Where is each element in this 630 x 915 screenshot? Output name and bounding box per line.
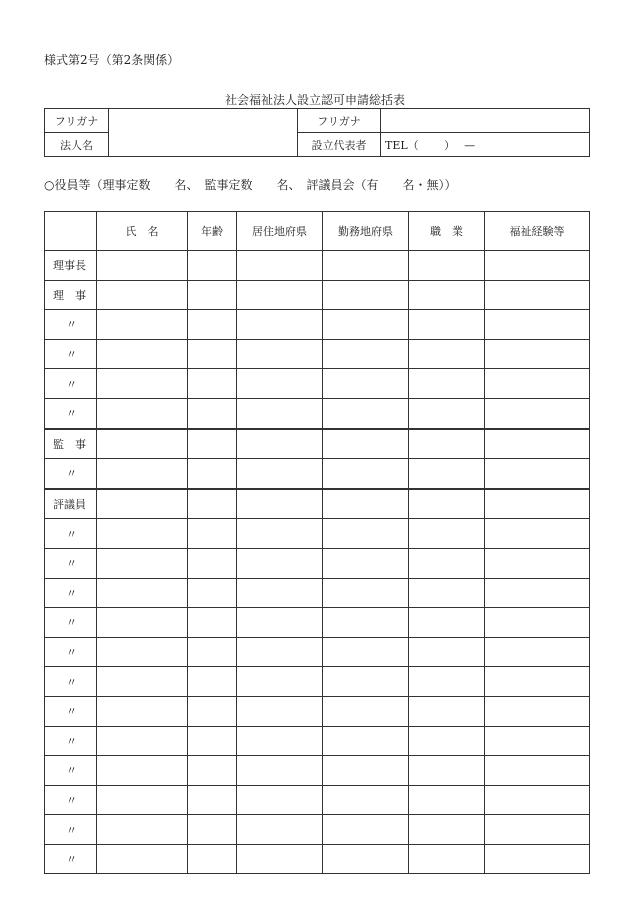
officer-row <box>45 398 590 428</box>
workplace-cell[interactable] <box>323 785 409 815</box>
document-title: 社会福祉法人設立認可申請総括表 <box>224 93 405 107</box>
welfare-experience-cell[interactable] <box>485 310 590 340</box>
name-cell[interactable] <box>97 726 188 756</box>
occupation-cell[interactable] <box>409 280 485 310</box>
welfare-experience-cell[interactable] <box>485 548 590 578</box>
occupation-cell[interactable] <box>409 756 485 786</box>
residence-cell[interactable] <box>237 726 323 756</box>
name-cell[interactable] <box>97 459 188 489</box>
residence-cell[interactable] <box>237 637 323 667</box>
residence-cell[interactable] <box>237 310 323 340</box>
age-cell[interactable] <box>188 726 237 756</box>
age-cell[interactable] <box>188 369 237 399</box>
officer-role-label: 〃 <box>45 696 97 726</box>
welfare-experience-cell[interactable] <box>485 637 590 667</box>
occupation-cell[interactable] <box>409 339 485 369</box>
workplace-cell[interactable] <box>323 459 409 489</box>
age-cell[interactable] <box>188 251 237 281</box>
name-cell[interactable] <box>97 696 188 726</box>
welfare-experience-cell[interactable] <box>485 369 590 399</box>
header-workplace: 勤務地府県 <box>323 212 409 251</box>
welfare-experience-cell[interactable] <box>485 489 590 519</box>
workplace-cell[interactable] <box>323 726 409 756</box>
occupation-cell[interactable] <box>409 667 485 697</box>
name-cell[interactable] <box>97 608 188 638</box>
welfare-experience-cell[interactable] <box>485 339 590 369</box>
name-cell[interactable] <box>97 578 188 608</box>
name-cell[interactable] <box>97 369 188 399</box>
residence-cell[interactable] <box>237 251 323 281</box>
workplace-cell[interactable] <box>323 310 409 340</box>
welfare-experience-cell[interactable] <box>485 429 590 459</box>
officer-role-label: 〃 <box>45 844 97 874</box>
occupation-cell[interactable] <box>409 459 485 489</box>
residence-cell[interactable] <box>237 339 323 369</box>
officer-role-label: 〃 <box>45 398 97 428</box>
workplace-cell[interactable] <box>323 637 409 667</box>
age-cell[interactable] <box>188 429 237 459</box>
officer-row <box>45 369 590 399</box>
occupation-cell[interactable] <box>409 369 485 399</box>
officer-row <box>45 696 590 726</box>
age-cell[interactable] <box>188 310 237 340</box>
age-cell[interactable] <box>188 548 237 578</box>
officer-role-label: 〃 <box>45 608 97 638</box>
officer-role-label: 〃 <box>45 339 97 369</box>
age-cell[interactable] <box>188 815 237 845</box>
officers-header-row <box>45 212 590 251</box>
header-occupation: 職 業 <box>409 212 485 251</box>
age-cell[interactable] <box>188 756 237 786</box>
officer-role-label: 〃 <box>45 726 97 756</box>
officers-table <box>44 211 590 874</box>
occupation-cell[interactable] <box>409 726 485 756</box>
residence-cell[interactable] <box>237 608 323 638</box>
welfare-experience-cell[interactable] <box>485 726 590 756</box>
name-cell[interactable] <box>97 489 188 519</box>
officer-role-label: 評議員 <box>45 489 97 519</box>
name-cell[interactable] <box>97 429 188 459</box>
age-cell[interactable] <box>188 608 237 638</box>
residence-cell[interactable] <box>237 519 323 549</box>
form-number: 様式第2号（第2条関係） <box>44 53 180 67</box>
workplace-cell[interactable] <box>323 398 409 428</box>
name-cell[interactable] <box>97 844 188 874</box>
workplace-cell[interactable] <box>323 756 409 786</box>
officer-role-label: 〃 <box>45 310 97 340</box>
residence-cell[interactable] <box>237 844 323 874</box>
residence-cell[interactable] <box>237 429 323 459</box>
workplace-cell[interactable] <box>323 667 409 697</box>
occupation-cell[interactable] <box>409 608 485 638</box>
header-residence: 居住地府県 <box>237 212 323 251</box>
rep-furigana-field[interactable] <box>381 109 590 133</box>
occupation-cell[interactable] <box>409 844 485 874</box>
name-cell[interactable] <box>97 637 188 667</box>
rep-tel-field[interactable]: TEL（ ） — <box>381 133 590 157</box>
officer-row <box>45 578 590 608</box>
residence-cell[interactable] <box>237 578 323 608</box>
name-cell[interactable] <box>97 519 188 549</box>
age-cell[interactable] <box>188 637 237 667</box>
officer-role-label: 〃 <box>45 637 97 667</box>
occupation-cell[interactable] <box>409 489 485 519</box>
age-cell[interactable] <box>188 280 237 310</box>
officer-row <box>45 726 590 756</box>
name-cell[interactable] <box>97 310 188 340</box>
welfare-experience-cell[interactable] <box>485 398 590 428</box>
residence-cell[interactable] <box>237 398 323 428</box>
officer-row <box>45 429 590 459</box>
age-cell[interactable] <box>188 844 237 874</box>
workplace-cell[interactable] <box>323 548 409 578</box>
corporation-info-table <box>44 108 590 157</box>
corp-name-field[interactable] <box>109 109 298 157</box>
welfare-experience-cell[interactable] <box>485 578 590 608</box>
age-cell[interactable] <box>188 578 237 608</box>
workplace-cell[interactable] <box>323 369 409 399</box>
header-role <box>45 212 97 251</box>
workplace-cell[interactable] <box>323 251 409 281</box>
officer-row <box>45 548 590 578</box>
officer-row <box>45 608 590 638</box>
officers-summary: ○役員等（理事定数 名、 監事定数 名、 評議員会（有 名・無）） <box>44 178 457 192</box>
name-cell[interactable] <box>97 339 188 369</box>
age-cell[interactable] <box>188 785 237 815</box>
residence-cell[interactable] <box>237 667 323 697</box>
workplace-cell[interactable] <box>323 696 409 726</box>
corp-name-label: 法人名 <box>45 133 109 157</box>
welfare-experience-cell[interactable] <box>485 251 590 281</box>
officer-row <box>45 489 590 519</box>
name-cell[interactable] <box>97 280 188 310</box>
workplace-cell[interactable] <box>323 489 409 519</box>
name-cell[interactable] <box>97 785 188 815</box>
header-age: 年齢 <box>188 212 237 251</box>
rep-label: 設立代表者 <box>298 133 381 157</box>
age-cell[interactable] <box>188 398 237 428</box>
age-cell[interactable] <box>188 339 237 369</box>
occupation-cell[interactable] <box>409 548 485 578</box>
occupation-cell[interactable] <box>409 815 485 845</box>
officer-role-label: 〃 <box>45 756 97 786</box>
welfare-experience-cell[interactable] <box>485 696 590 726</box>
officer-role-label: 理事長 <box>45 251 97 281</box>
residence-cell[interactable] <box>237 548 323 578</box>
welfare-experience-cell[interactable] <box>485 519 590 549</box>
officer-row <box>45 844 590 874</box>
workplace-cell[interactable] <box>323 844 409 874</box>
occupation-cell[interactable] <box>409 519 485 549</box>
welfare-experience-cell[interactable] <box>485 608 590 638</box>
residence-cell[interactable] <box>237 459 323 489</box>
welfare-experience-cell[interactable] <box>485 785 590 815</box>
officer-row <box>45 667 590 697</box>
age-cell[interactable] <box>188 489 237 519</box>
workplace-cell[interactable] <box>323 815 409 845</box>
residence-cell[interactable] <box>237 369 323 399</box>
officer-role-label: 〃 <box>45 369 97 399</box>
header-welfare-experience: 福祉経験等 <box>485 212 590 251</box>
welfare-experience-cell[interactable] <box>485 815 590 845</box>
workplace-cell[interactable] <box>323 578 409 608</box>
officer-row <box>45 459 590 489</box>
officer-role-label: 〃 <box>45 548 97 578</box>
residence-cell[interactable] <box>237 815 323 845</box>
name-cell[interactable] <box>97 398 188 428</box>
officer-role-label: 理 事 <box>45 280 97 310</box>
residence-cell[interactable] <box>237 280 323 310</box>
occupation-cell[interactable] <box>409 251 485 281</box>
officer-row <box>45 637 590 667</box>
residence-cell[interactable] <box>237 756 323 786</box>
workplace-cell[interactable] <box>323 339 409 369</box>
occupation-cell[interactable] <box>409 637 485 667</box>
officer-row <box>45 280 590 310</box>
welfare-experience-cell[interactable] <box>485 844 590 874</box>
welfare-experience-cell[interactable] <box>485 667 590 697</box>
occupation-cell[interactable] <box>409 310 485 340</box>
officer-row <box>45 756 590 786</box>
officer-row <box>45 519 590 549</box>
name-cell[interactable] <box>97 667 188 697</box>
occupation-cell[interactable] <box>409 429 485 459</box>
officer-role-label: 〃 <box>45 459 97 489</box>
residence-cell[interactable] <box>237 696 323 726</box>
rep-furigana-label: フリガナ <box>298 109 381 133</box>
occupation-cell[interactable] <box>409 785 485 815</box>
officer-row <box>45 785 590 815</box>
furigana-label: フリガナ <box>45 109 109 133</box>
residence-cell[interactable] <box>237 489 323 519</box>
officer-row <box>45 339 590 369</box>
officer-role-label: 監 事 <box>45 429 97 459</box>
officer-role-label: 〃 <box>45 815 97 845</box>
officer-row <box>45 310 590 340</box>
workplace-cell[interactable] <box>323 429 409 459</box>
workplace-cell[interactable] <box>323 519 409 549</box>
officer-row <box>45 251 590 281</box>
workplace-cell[interactable] <box>323 608 409 638</box>
header-name: 氏 名 <box>97 212 188 251</box>
age-cell[interactable] <box>188 667 237 697</box>
officer-row <box>45 815 590 845</box>
officer-role-label: 〃 <box>45 578 97 608</box>
age-cell[interactable] <box>188 696 237 726</box>
welfare-experience-cell[interactable] <box>485 756 590 786</box>
workplace-cell[interactable] <box>323 280 409 310</box>
age-cell[interactable] <box>188 519 237 549</box>
name-cell[interactable] <box>97 548 188 578</box>
name-cell[interactable] <box>97 251 188 281</box>
name-cell[interactable] <box>97 756 188 786</box>
occupation-cell[interactable] <box>409 578 485 608</box>
residence-cell[interactable] <box>237 785 323 815</box>
age-cell[interactable] <box>188 459 237 489</box>
welfare-experience-cell[interactable] <box>485 459 590 489</box>
occupation-cell[interactable] <box>409 696 485 726</box>
name-cell[interactable] <box>97 815 188 845</box>
occupation-cell[interactable] <box>409 398 485 428</box>
officer-role-label: 〃 <box>45 519 97 549</box>
officer-role-label: 〃 <box>45 785 97 815</box>
welfare-experience-cell[interactable] <box>485 280 590 310</box>
officer-role-label: 〃 <box>45 667 97 697</box>
